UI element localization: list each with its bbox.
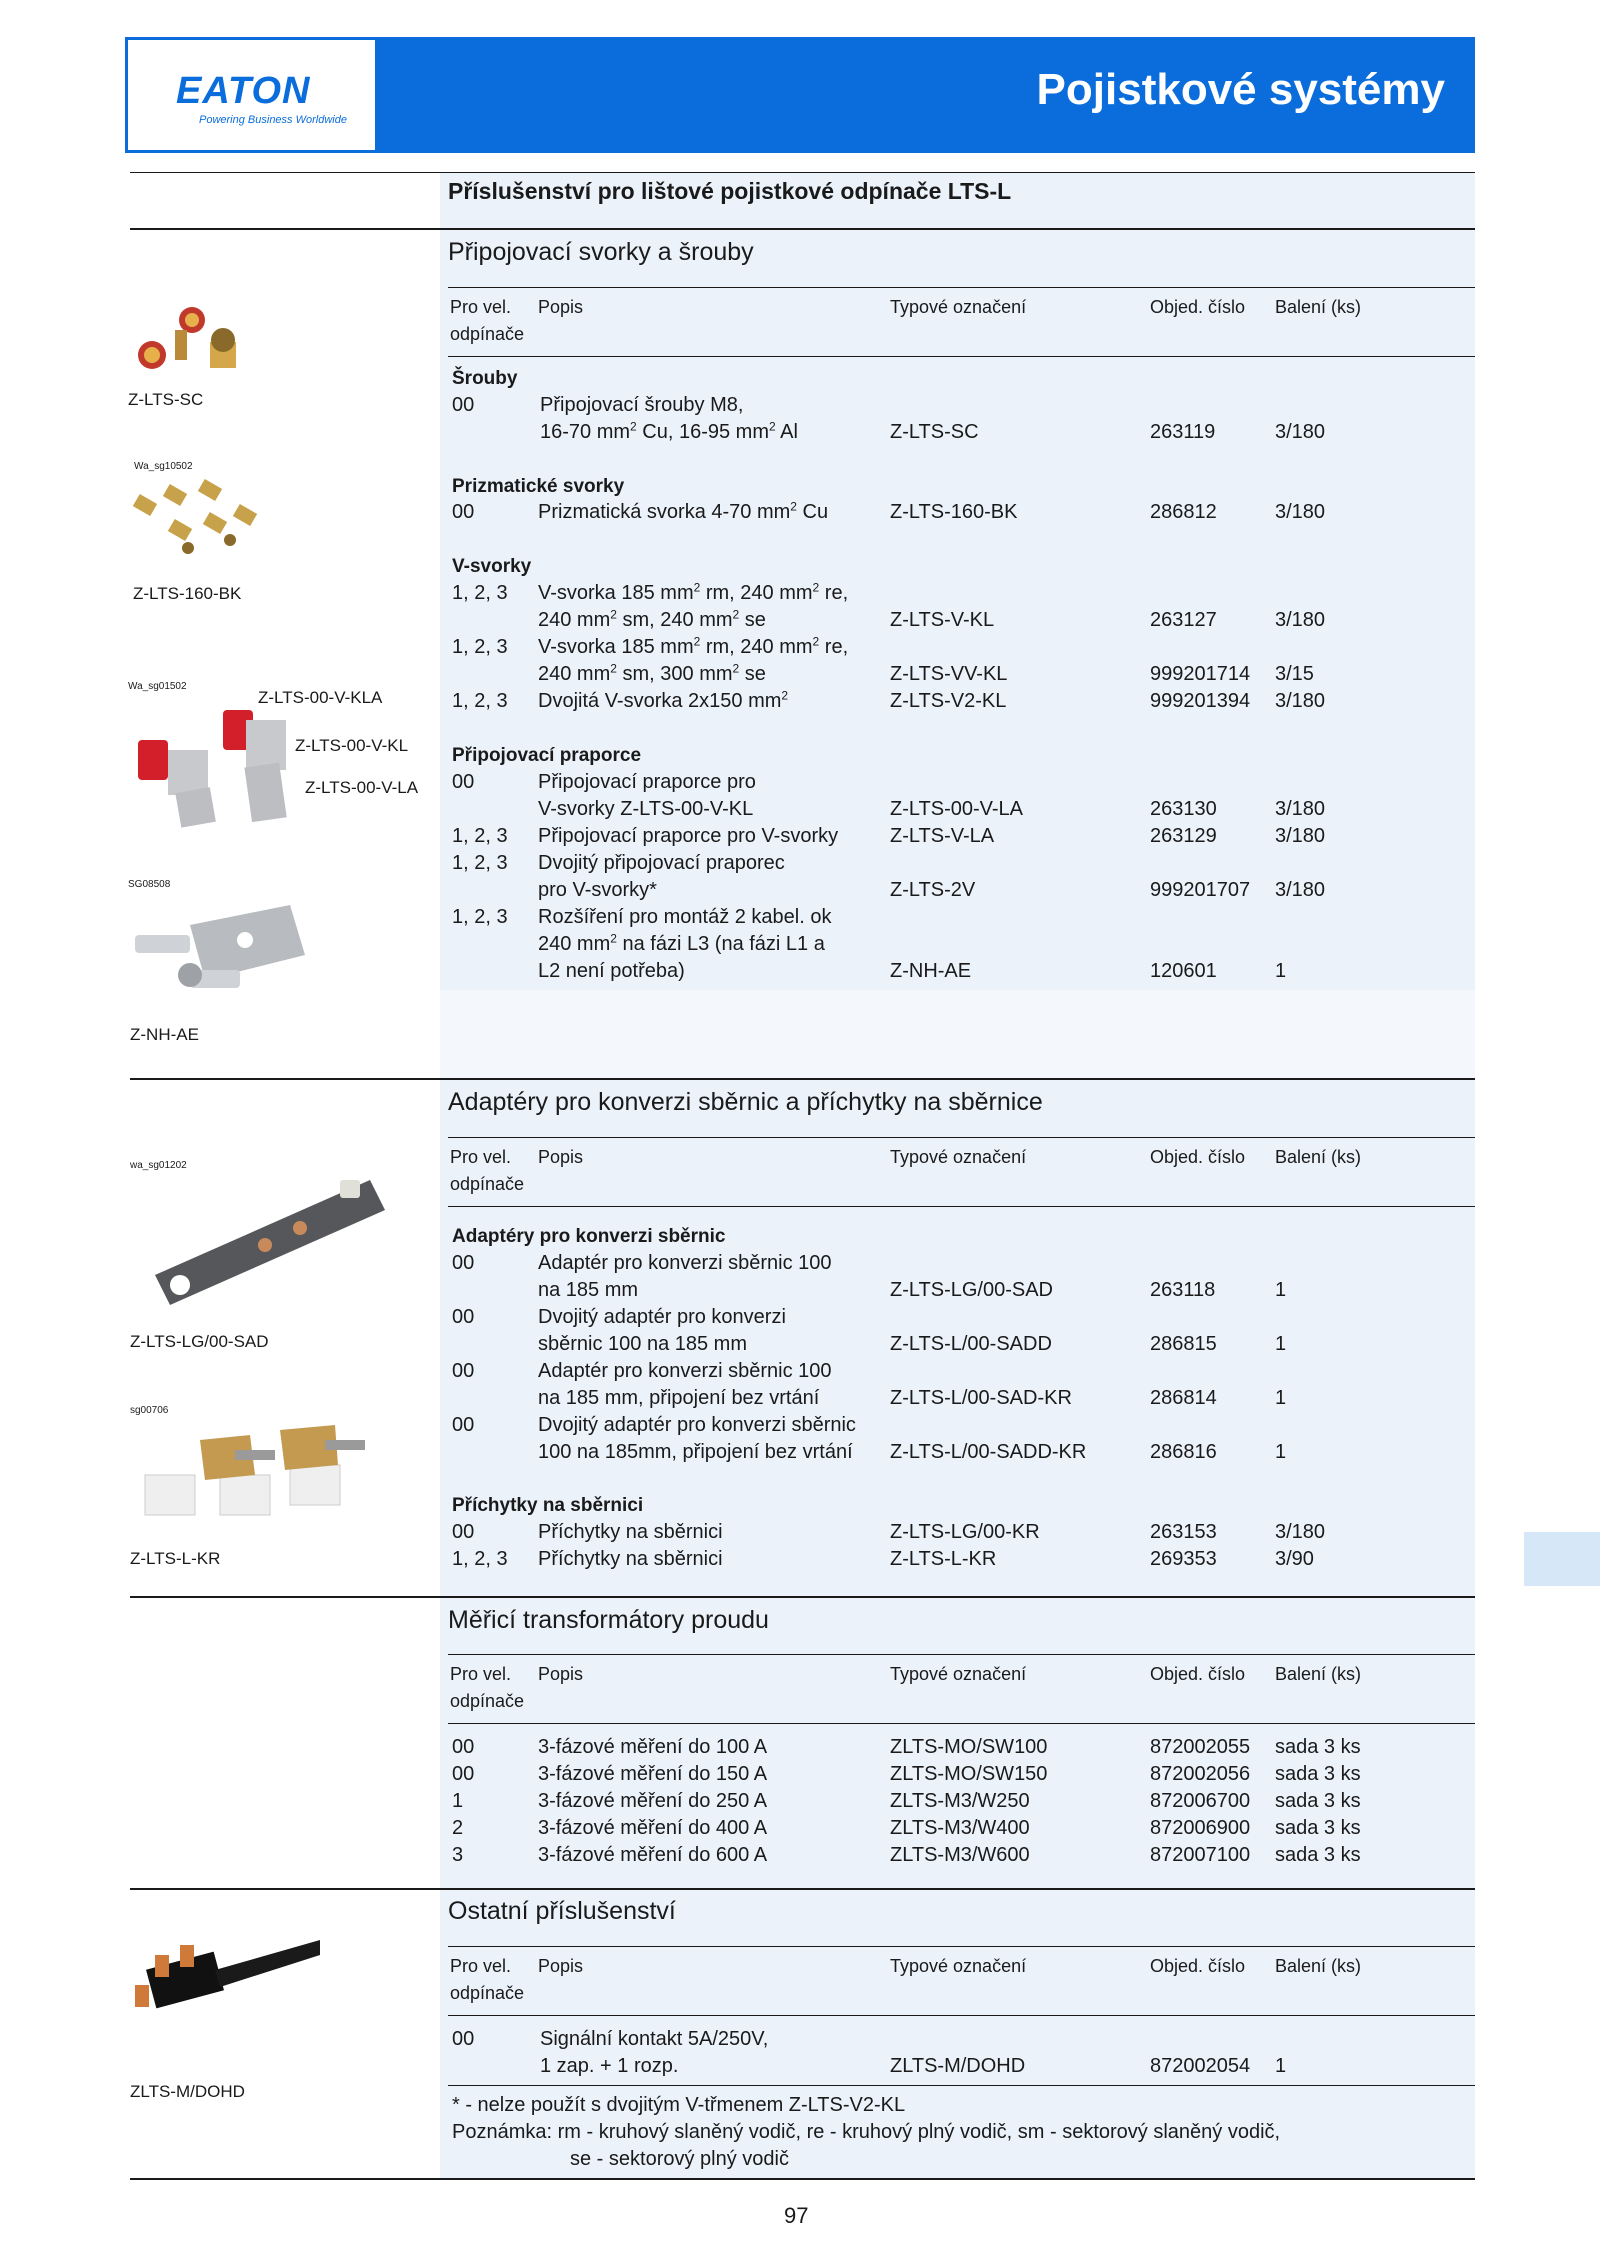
page-title: Pojistkové systémy xyxy=(1036,65,1445,114)
rule xyxy=(448,1137,1475,1138)
cell-order: 286812 xyxy=(1150,501,1217,523)
cell-pack: 3/15 xyxy=(1275,663,1314,685)
table-shade-empty xyxy=(440,990,1475,1078)
cell-desc: V-svorky Z-LTS-00-V-KL xyxy=(538,798,754,820)
product-label: Z-LTS-SC xyxy=(128,390,204,409)
cell-pack: 1 xyxy=(1275,1279,1287,1301)
cell-pack: sada 3 ks xyxy=(1275,1817,1361,1839)
cell-type: Z-LTS-L/00-SADD xyxy=(890,1333,1052,1355)
product-label: Z-NH-AE xyxy=(130,1025,199,1044)
col-size-2: odpínače xyxy=(450,1983,525,2003)
rule xyxy=(448,1946,1475,1947)
cell-type: Z-LTS-L/00-SADD-KR xyxy=(890,1441,1087,1463)
rule xyxy=(130,228,1475,230)
cell-order: 872006900 xyxy=(1150,1817,1251,1839)
cell-desc: 16-70 $mm^2$ Cu, 16-95 $mm^2$ Al xyxy=(540,419,798,443)
cell-size: 00 xyxy=(452,1306,475,1328)
rule xyxy=(130,1078,1475,1080)
cell-desc: 3-fázové měření do 100 A xyxy=(538,1736,768,1758)
product-label: Z-LTS-160-BK xyxy=(133,584,242,603)
cell-pack: 3/180 xyxy=(1275,798,1326,820)
product-label: Z-LTS-LG/00-SAD xyxy=(130,1332,269,1351)
cell-pack: 3/180 xyxy=(1275,1521,1326,1543)
product-label: Z-LTS-L-KR xyxy=(130,1549,221,1568)
v-clamp-photo xyxy=(128,705,298,835)
cell-pack: sada 3 ks xyxy=(1275,1844,1361,1866)
cell-order: 872006700 xyxy=(1150,1790,1251,1812)
group-heading: V-svorky xyxy=(452,556,532,577)
cell-desc: Prizmatická svorka 4-70 $mm^2$ Cu xyxy=(538,499,829,523)
image-code: wa_sg01202 xyxy=(130,1160,187,1171)
cell-pack: 3/90 xyxy=(1275,1548,1314,1570)
cell-pack: sada 3 ks xyxy=(1275,1763,1361,1785)
col-desc: Popis xyxy=(538,1147,584,1167)
cell-type: ZLTS-MO/SW100 xyxy=(890,1736,1048,1758)
section-title: Adaptéry pro konverzi sběrnic a příchytky na sběrnice xyxy=(448,1088,1043,1116)
cell-desc: Příchytky na sběrnici xyxy=(538,1521,723,1543)
group-heading: Připojovací praporce xyxy=(452,745,642,766)
busbar-adapter-photo xyxy=(145,1170,385,1310)
page-number: 97 xyxy=(784,2203,809,2228)
cell-pack: sada 3 ks xyxy=(1275,1736,1361,1758)
cell-order: 872007100 xyxy=(1150,1844,1251,1866)
rule xyxy=(130,172,1475,173)
footnote: se - sektorový plný vodič xyxy=(570,2148,789,2170)
col-size-2: odpínače xyxy=(450,1691,525,1711)
group-heading: Adaptéry pro konverzi sběrnic xyxy=(452,1226,726,1247)
cell-size: 00 xyxy=(452,1414,475,1436)
cell-desc: 240 $mm^2$ sm, 300 $mm^2$ se xyxy=(538,661,766,685)
col-order: Objed. číslo xyxy=(1150,1147,1246,1167)
cell-order: 999201707 xyxy=(1150,879,1251,901)
cell-desc: 3-fázové měření do 150 A xyxy=(538,1763,768,1785)
col-type: Typové označení xyxy=(890,1664,1027,1684)
cell-order: 999201714 xyxy=(1150,663,1251,685)
col-pack: Balení (ks) xyxy=(1275,1956,1362,1976)
cell-size: 00 xyxy=(452,1360,475,1382)
cell-order: 263118 xyxy=(1150,1279,1216,1301)
cell-type: Z-NH-AE xyxy=(890,960,972,982)
signal-contact-photo xyxy=(125,1925,325,2035)
cell-desc: Dvojitý připojovací praporec xyxy=(538,852,785,874)
cell-order: 872002054 xyxy=(1150,2055,1251,2077)
cell-type: Z-LTS-160-BK xyxy=(890,501,1018,523)
cell-type: ZLTS-M/DOHD xyxy=(890,2055,1026,2077)
logo-tagline: Powering Business Worldwide xyxy=(199,114,347,126)
cell-size: 1, 2, 3 xyxy=(452,1548,508,1570)
col-desc: Popis xyxy=(538,1664,584,1684)
cell-size: 1 xyxy=(452,1790,464,1812)
cell-order: 872002056 xyxy=(1150,1763,1251,1785)
cell-desc: Dvojitý adaptér pro konverzi sběrnic xyxy=(538,1414,856,1436)
cell-desc: Signální kontakt 5A/250V, xyxy=(540,2028,769,2050)
product-label: Z-LTS-00-V-KL xyxy=(295,736,409,755)
cell-type: Z-LTS-2V xyxy=(890,879,976,901)
cell-pack: 1 xyxy=(1275,960,1287,982)
cell-size: 00 xyxy=(452,771,475,793)
rule xyxy=(130,2178,1475,2180)
cell-order: 999201394 xyxy=(1150,690,1251,712)
cell-pack: 3/180 xyxy=(1275,879,1326,901)
cell-type: Z-LTS-V-LA xyxy=(890,825,995,847)
cell-pack: 3/180 xyxy=(1275,609,1326,631)
cell-type: Z-LTS-00-V-LA xyxy=(890,798,1023,820)
col-size: Pro vel. xyxy=(450,297,512,317)
col-order: Objed. číslo xyxy=(1150,1664,1246,1684)
cell-size: 00 xyxy=(452,501,475,523)
col-desc: Popis xyxy=(538,1956,584,1976)
cell-order: 263153 xyxy=(1150,1521,1217,1543)
cell-desc: na 185 mm xyxy=(538,1279,639,1301)
cell-type: ZLTS-M3/W400 xyxy=(890,1817,1030,1839)
chapter-tab xyxy=(1524,1532,1600,1586)
rule xyxy=(448,2015,1475,2016)
cell-pack: 3/180 xyxy=(1275,690,1326,712)
cell-order: 263127 xyxy=(1150,609,1217,631)
cell-order: 263129 xyxy=(1150,825,1217,847)
cell-order: 286816 xyxy=(1150,1441,1217,1463)
cell-desc: Dvojitá V-svorka 2x150 $mm^2$ xyxy=(538,688,789,712)
col-size: Pro vel. xyxy=(450,1956,512,1976)
cell-type: Z-LTS-V-KL xyxy=(890,609,995,631)
footnote: * - nelze použít s dvojitým V-třmenem Z-LTS-V2-KL xyxy=(452,2094,906,2116)
cell-size: 00 xyxy=(452,1521,475,1543)
cell-type: ZLTS-M3/W250 xyxy=(890,1790,1030,1812)
cell-pack: 1 xyxy=(1275,1333,1287,1355)
product-label: Z-LTS-00-V-LA xyxy=(305,778,419,797)
rule xyxy=(448,356,1475,357)
rule xyxy=(448,287,1475,288)
cell-desc: 1 zap. + 1 rozp. xyxy=(540,2055,679,2077)
cell-order: 286815 xyxy=(1150,1333,1217,1355)
cell-order: 872002055 xyxy=(1150,1736,1251,1758)
cell-type: Z-LTS-L-KR xyxy=(890,1548,997,1570)
cell-order: 263119 xyxy=(1150,421,1216,443)
group-heading: Prizmatické svorky xyxy=(452,476,625,497)
rule xyxy=(130,1888,1475,1890)
page-header xyxy=(125,37,1475,153)
col-order: Objed. číslo xyxy=(1150,297,1246,317)
cell-pack: 3/180 xyxy=(1275,825,1326,847)
col-size: Pro vel. xyxy=(450,1664,512,1684)
cell-pack: 1 xyxy=(1275,1441,1287,1463)
cell-desc: Připojovací praporce pro V-svorky xyxy=(538,825,839,847)
group-heading: Příchytky na sběrnici xyxy=(452,1495,644,1516)
cell-type: Z-LTS-VV-KL xyxy=(890,663,1008,685)
image-code: Wa_sg01502 xyxy=(128,681,187,692)
cell-order: 269353 xyxy=(1150,1548,1217,1570)
rule xyxy=(448,2085,1475,2086)
cell-size: 00 xyxy=(452,1252,475,1274)
cell-size: 3 xyxy=(452,1844,464,1866)
col-pack: Balení (ks) xyxy=(1275,297,1362,317)
cell-desc: 3-fázové měření do 600 A xyxy=(538,1844,768,1866)
cell-pack: 3/180 xyxy=(1275,421,1326,443)
eaton-logo xyxy=(128,40,375,150)
logo-wordmark: EATON xyxy=(176,70,311,112)
section-title: Připojovací svorky a šrouby xyxy=(448,238,754,266)
cell-pack: 1 xyxy=(1275,1387,1287,1409)
cell-desc: V-svorka 185 $mm^2$ rm, 240 $mm^2$ re, xyxy=(538,580,849,604)
col-type: Typové označení xyxy=(890,1147,1027,1167)
cell-desc: 240 $mm^2$ na fázi L3 (na fázi L1 a xyxy=(538,931,825,955)
cell-size: 1, 2, 3 xyxy=(452,825,508,847)
cell-desc: Připojovací šrouby M8, xyxy=(540,394,744,416)
cell-order: 286814 xyxy=(1150,1387,1217,1409)
col-size-2: odpínače xyxy=(450,1174,525,1194)
busbar-clip-photo xyxy=(140,1420,380,1530)
rule xyxy=(448,1206,1475,1207)
cell-desc: Adaptér pro konverzi sběrnic 100 xyxy=(538,1360,832,1382)
cell-order: 120601 xyxy=(1150,960,1217,982)
cell-size: 1, 2, 3 xyxy=(452,582,508,604)
cell-desc: 3-fázové měření do 400 A xyxy=(538,1817,768,1839)
cell-pack: 3/180 xyxy=(1275,501,1326,523)
cell-desc: sběrnic 100 na 185 mm xyxy=(538,1333,748,1355)
screw-terminal-photo xyxy=(130,300,260,390)
cell-desc: 3-fázové měření do 250 A xyxy=(538,1790,768,1812)
cell-desc: Rozšíření pro montáž 2 kabel. ok xyxy=(538,906,832,928)
cell-desc: 240 $mm^2$ sm, 240 $mm^2$ se xyxy=(538,607,766,631)
product-label: ZLTS-M/DOHD xyxy=(130,2082,245,2101)
cell-size: 1, 2, 3 xyxy=(452,906,508,928)
cell-size: 00 xyxy=(452,394,475,416)
cell-desc: Příchytky na sběrnici xyxy=(538,1548,723,1570)
col-size: Pro vel. xyxy=(450,1147,512,1167)
image-code: Wa_sg10502 xyxy=(134,461,193,472)
cell-type: Z-LTS-LG/00-SAD xyxy=(890,1279,1053,1301)
cell-desc: Připojovací praporce pro xyxy=(538,771,756,793)
cell-size: 1, 2, 3 xyxy=(452,636,508,658)
cell-desc: V-svorka 185 $mm^2$ rm, 240 $mm^2$ re, xyxy=(538,634,849,658)
extension-plate-photo xyxy=(130,895,310,1005)
rule xyxy=(448,1723,1475,1724)
cell-type: ZLTS-MO/SW150 xyxy=(890,1763,1048,1785)
cell-pack: 1 xyxy=(1275,2055,1287,2077)
cell-type: ZLTS-M3/W600 xyxy=(890,1844,1030,1866)
image-code: SG08508 xyxy=(128,879,171,890)
footnote: Poznámka: rm - kruhový slaněný vodič, re - kruhový plný vodič, sm - sektorový slaněný vodič, xyxy=(452,2121,1281,2143)
cell-desc: Adaptér pro konverzi sběrnic 100 xyxy=(538,1252,832,1274)
col-type: Typové označení xyxy=(890,1956,1027,1976)
col-pack: Balení (ks) xyxy=(1275,1664,1362,1684)
col-type: Typové označení xyxy=(890,297,1027,317)
group-heading: Šrouby xyxy=(452,368,518,389)
rule xyxy=(130,1596,1475,1598)
cell-desc: pro V-svorky* xyxy=(538,879,657,901)
cell-size: 00 xyxy=(452,2028,475,2050)
prism-terminal-photo xyxy=(130,478,270,558)
cell-desc: na 185 mm, připojení bez vrtání xyxy=(538,1387,820,1409)
image-code: sg00706 xyxy=(130,1405,169,1416)
cell-type: Z-LTS-SC xyxy=(890,421,979,443)
main-title: Příslušenství pro lištové pojistkové odpínače LTS-L xyxy=(448,178,1012,204)
col-order: Objed. číslo xyxy=(1150,1956,1246,1976)
cell-desc: L2 není potřeba) xyxy=(538,960,685,982)
cell-desc: Dvojitý adaptér pro konverzi xyxy=(538,1306,786,1328)
cell-size: 2 xyxy=(452,1817,464,1839)
cell-size: 1, 2, 3 xyxy=(452,852,508,874)
cell-type: Z-LTS-V2-KL xyxy=(890,690,1007,712)
rule xyxy=(448,1654,1475,1655)
cell-type: Z-LTS-L/00-SAD-KR xyxy=(890,1387,1072,1409)
cell-type: Z-LTS-LG/00-KR xyxy=(890,1521,1040,1543)
section-title: Měřicí transformátory proudu xyxy=(448,1606,769,1634)
col-desc: Popis xyxy=(538,297,584,317)
col-size-2: odpínače xyxy=(450,324,525,344)
cell-desc: 100 na 185mm, připojení bez vrtání xyxy=(538,1441,853,1463)
cell-pack: sada 3 ks xyxy=(1275,1790,1361,1812)
section-title: Ostatní příslušenství xyxy=(448,1897,676,1925)
cell-size: 00 xyxy=(452,1736,475,1758)
cell-size: 00 xyxy=(452,1763,475,1785)
cell-size: 1, 2, 3 xyxy=(452,690,508,712)
col-pack: Balení (ks) xyxy=(1275,1147,1362,1167)
cell-order: 263130 xyxy=(1150,798,1217,820)
product-label: Z-LTS-00-V-KLA xyxy=(258,688,383,707)
